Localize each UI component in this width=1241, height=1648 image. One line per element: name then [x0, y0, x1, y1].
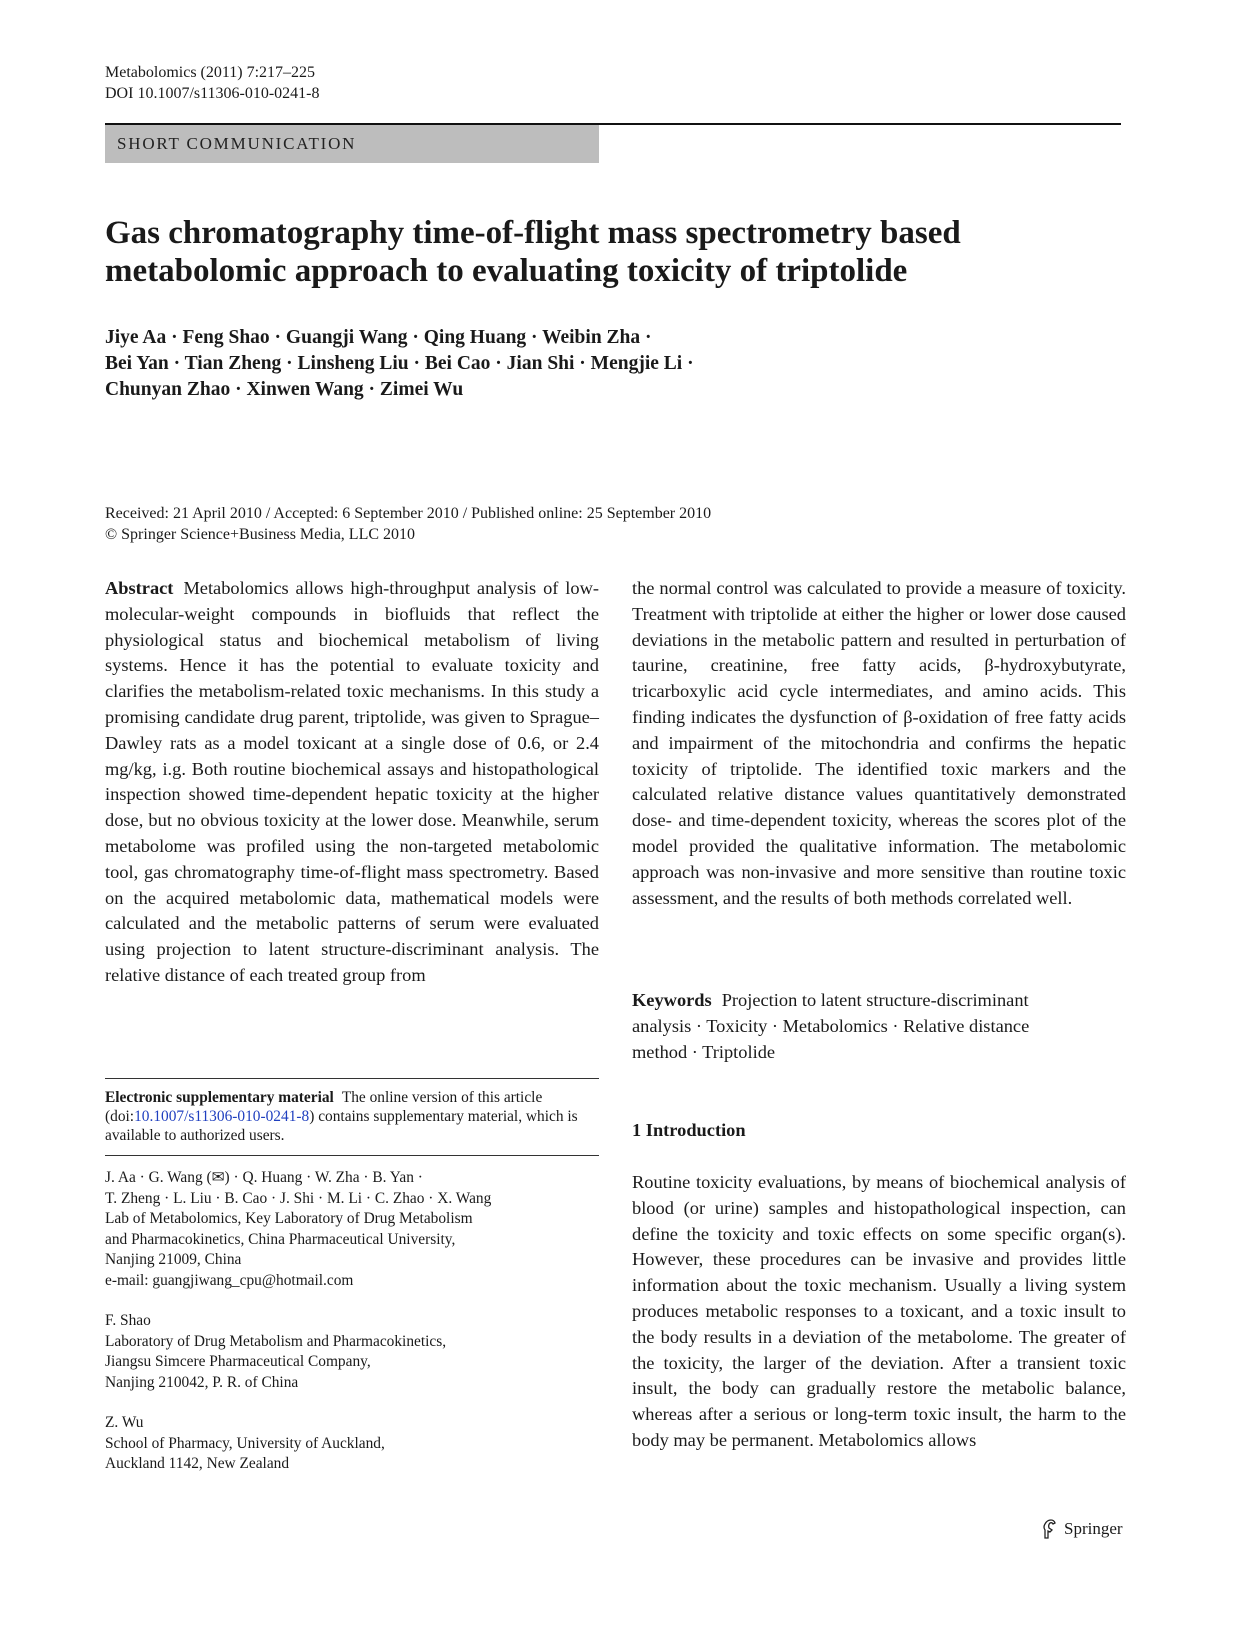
affil-2-line-3: Jiangsu Simcere Pharmaceutical Company, — [105, 1353, 371, 1370]
affil-1-line-4: and Pharmacokinetics, China Pharmaceutical University, — [105, 1230, 456, 1248]
affiliation-block-2 — [105, 1311, 599, 1393]
keywords-line-1: Projection to latent structure-discriminant — [721, 990, 1029, 1010]
esm-text-b: ) contains supplementary material, which is available to authorized users. — [105, 1108, 578, 1144]
affil-1-email[interactable]: e-mail: guangjiwang_cpu@hotmail.com — [105, 1271, 354, 1289]
affil-3-line-3: Auckland 1142, New Zealand — [105, 1455, 290, 1472]
section-tag: SHORT COMMUNICATION — [105, 125, 599, 163]
keywords-line-3: method · Triptolide — [632, 1041, 776, 1062]
footnote-rule — [105, 1078, 599, 1079]
author-line-2: Bei Yan · Tian Zheng · Linsheng Liu · Bei Cao · Jian Shi · Mengjie Li · — [105, 353, 694, 374]
abstract-text-left: Metabolomics allows high-throughput analysis of low-molecular-weight compounds in biofluids that reflect the physiological status and biochemical metabolism of living systems. Hence it has the potential to evaluate toxicity and clarifies the metabolism-related toxic mechanisms. In this study a promising candidate drug parent, triptolide, was given to Sprague–Dawley rats as a model toxicant at a single dose of 0.6, or 2.4 mg/kg, i.g. Both routine biochemical assays and histopathological inspection showed time-dependent hepatic toxicity at the higher dose, but no obvious toxicity at the lower dose. Meanwhile, serum metabolome was profiled using the non-targeted metabolomic tool, gas chromatography time-of-flight mass spectrometry. Based on the acquired metabolomic data, mathematical models were calculated and the metabolic patterns of serum were evaluated using projection to latent structure-discriminant analysis. The relative distance of each treated group from — [105, 578, 599, 985]
abstract-text-right: the normal control was calculated to provide a measure of toxicity. Treatment with triptolide at either the higher or lower dose caused deviations in the metabolic pattern and resulted in perturbation of taurine, creatinine, free fatty acids, β-hydroxybutyrate, tricarboxylic acid cycle intermediates, and amino acids. This finding indicates the dysfunction of β-oxidation of free fatty acids and impairment of the mitochondria and confirms the hepatic toxicity of triptolide. The identified toxic markers and the calculated relative distance values quantitatively demonstrated dose- and time-dependent toxicity, whereas the scores plot of the model provided the qualitative information. The metabolomic approach was non-invasive and more sensitive than routine toxic assessment, and the results of both methods correlated well. — [632, 578, 1126, 908]
esm-doi-link[interactable]: 10.1007/s11306-010-0241-8 — [134, 1108, 310, 1125]
affil-2-line-4: Nanjing 210042, P. R. of China — [105, 1373, 299, 1391]
author-list — [105, 325, 1105, 403]
affil-3-line-1: Z. Wu — [105, 1414, 144, 1431]
title-line-2: metabolomic approach to evaluating toxicity of triptolide — [105, 253, 908, 289]
keywords — [632, 988, 1126, 1065]
affiliation-block-1 — [105, 1168, 599, 1291]
abstract-right — [632, 576, 1126, 911]
author-line-1: Jiye Aa · Feng Shao · Guangji Wang · Qing Huang · Weibin Zha · — [105, 327, 652, 348]
journal-citation: Metabolomics (2011) 7:217–225 — [105, 64, 316, 81]
intro-text: Routine toxicity evaluations, by means of biochemical analysis of blood (or urine) samples and histopathological inspection, can define the toxicity and toxic effects on some specific organ(s). However, these procedures can be invasive and provides little information about the toxic mechanism. Usually a living system produces metabolic responses to a toxicant, and a toxic insult to the body results in a deviation of the metabolome. The greater of the toxicity, the larger of the deviation. After a transient toxic insult, the body can gradually restore the metabolic balance, whereas after a serious or long-term toxic insult, the harm to the body may be permanent. Metabolomics allows — [632, 1172, 1126, 1450]
copyright-line: © Springer Science+Business Media, LLC 2010 — [105, 526, 416, 543]
publication-dates — [105, 503, 1105, 545]
affil-1-line-3: Lab of Metabolomics, Key Laboratory of Drug Metabolism — [105, 1210, 473, 1227]
intro-heading: 1 Introduction — [632, 1120, 746, 1140]
journal-doi: DOI 10.1007/s11306-010-0241-8 — [105, 85, 320, 102]
affil-1-line-5: Nanjing 21009, China — [105, 1251, 242, 1268]
journal-header — [105, 62, 320, 104]
publisher-name: Springer — [1064, 1519, 1123, 1538]
article-title — [105, 214, 1105, 290]
keywords-label: Keywords — [632, 990, 712, 1010]
affil-3-line-2: School of Pharmacy, University of Auckland, — [105, 1434, 385, 1452]
affil-1-line-1: J. Aa · G. Wang (✉) · Q. Huang · W. Zha · B. Yan · — [105, 1169, 423, 1186]
affil-2-line-1: F. Shao — [105, 1312, 151, 1329]
abstract-left — [105, 576, 599, 989]
keywords-line-2: analysis · Toxicity · Metabolomics · Relative distance — [632, 1015, 1030, 1036]
affil-1-line-2: T. Zheng · L. Liu · B. Cao · J. Shi · M. Li · C. Zhao · X. Wang — [105, 1189, 492, 1207]
author-line-3: Chunyan Zhao · Xinwen Wang · Zimei Wu — [105, 379, 464, 400]
affil-rule — [105, 1155, 599, 1156]
dates-line: Received: 21 April 2010 / Accepted: 6 September 2010 / Published online: 25 September 2010 — [105, 505, 712, 522]
intro-body — [632, 1170, 1126, 1454]
esm-note — [105, 1088, 599, 1145]
affil-2-line-2: Laboratory of Drug Metabolism and Pharmacokinetics, — [105, 1332, 447, 1350]
esm-text-a: The online version of this article (doi: — [105, 1089, 543, 1125]
publisher-logo — [1040, 1518, 1123, 1540]
affiliation-block-3 — [105, 1413, 599, 1475]
title-line-1: Gas chromatography time-of-flight mass spectrometry based — [105, 215, 961, 251]
abstract-label: Abstract — [105, 578, 174, 598]
esm-label: Electronic supplementary material — [105, 1089, 334, 1106]
springer-horse-icon — [1040, 1518, 1058, 1540]
